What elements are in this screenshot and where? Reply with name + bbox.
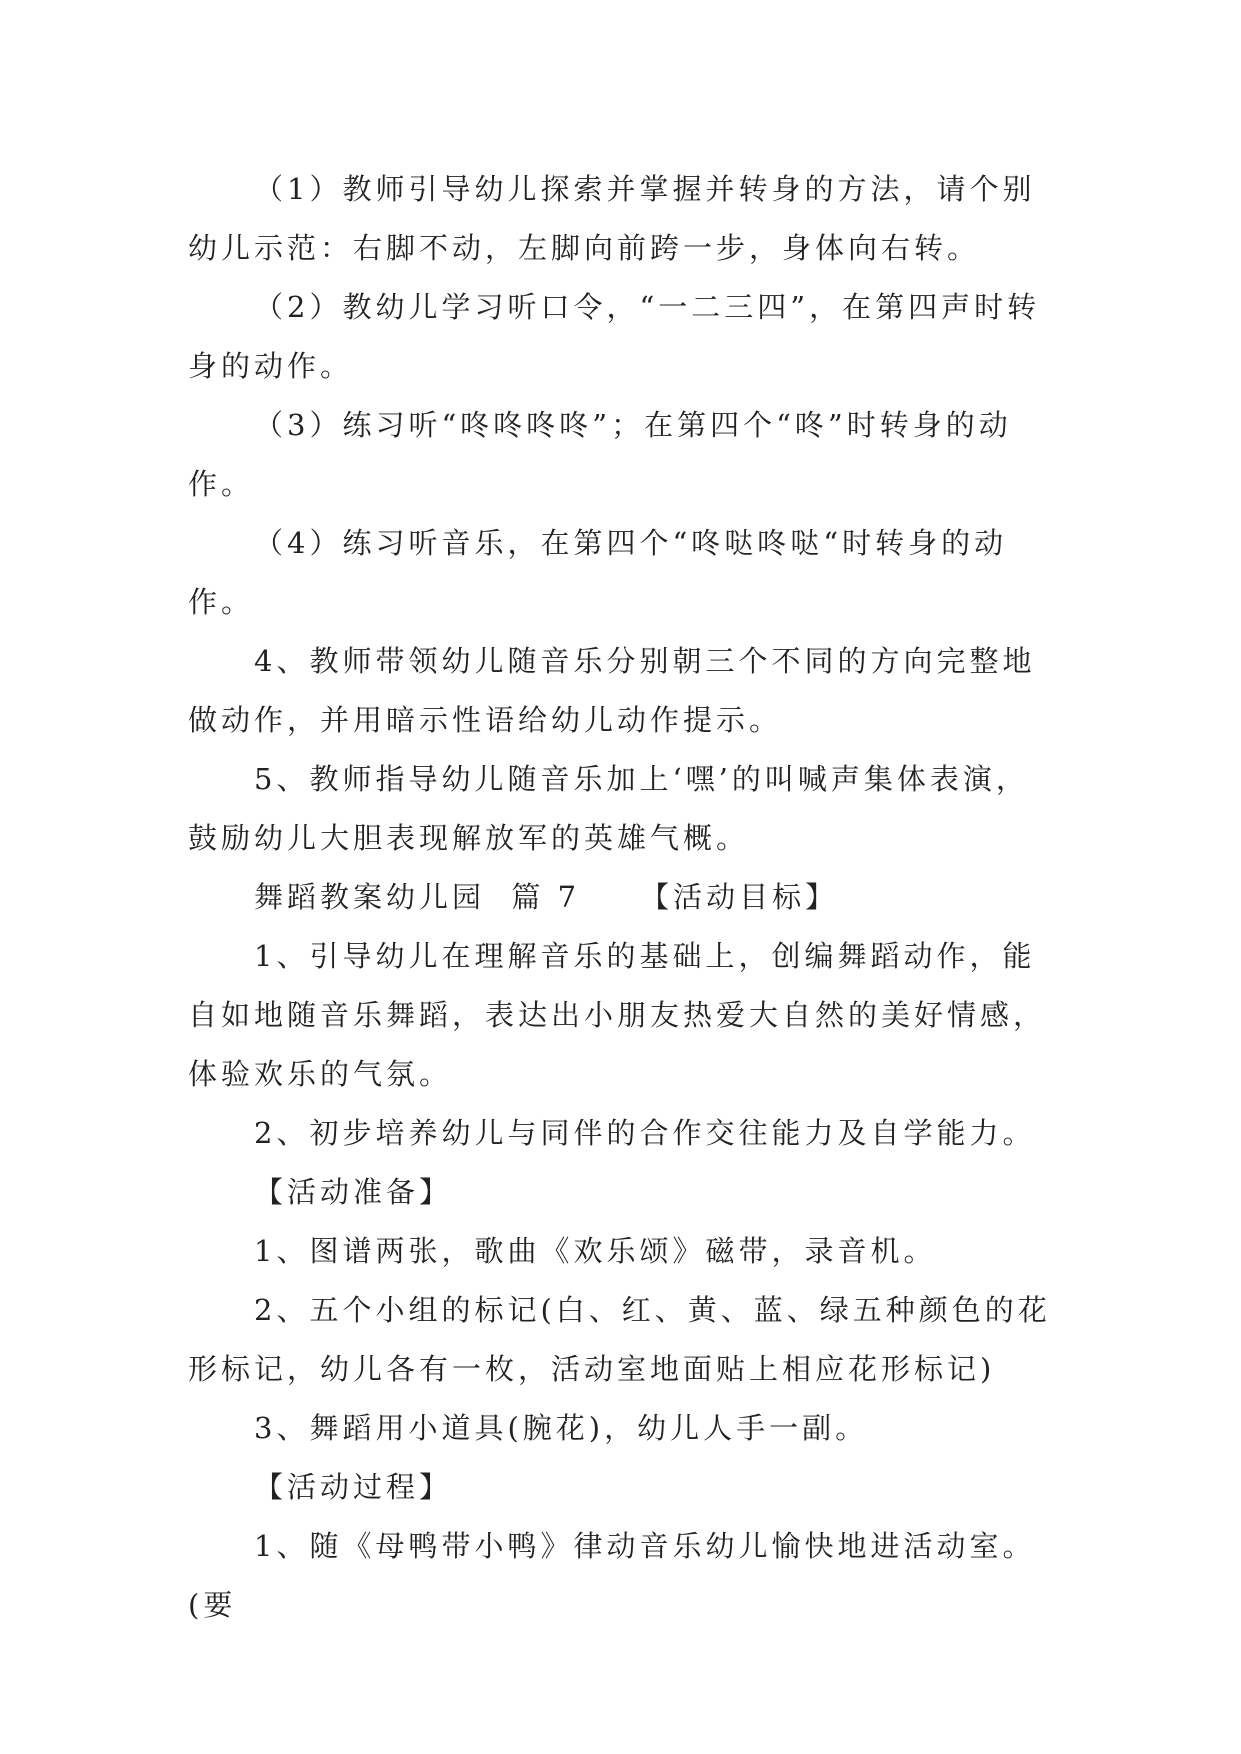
prep-item-1: 1、图谱两张，歌曲《欢乐颂》磁带，录音机。 xyxy=(254,1234,937,1268)
section-title-line xyxy=(188,868,1054,927)
goal-item-1: 1、引导幼儿在理解音乐的基础上，创编舞蹈动作，能自如地随音乐舞蹈，表达出小朋友热爱大自然的美好情感，体验欢乐的气氛。 xyxy=(188,939,1047,1091)
section-title: 舞蹈教案幼儿园 篇 7 xyxy=(254,880,581,914)
prep-item-3: 3、舞蹈用小道具(腕花)，幼儿人手一副。 xyxy=(254,1411,869,1445)
paragraph-item-4: 4、教师带领幼儿随音乐分别朝三个不同的方向完整地做动作，并用暗示性语给幼儿动作提示。 xyxy=(188,644,1036,737)
activity-goal-heading: 【活动目标】 xyxy=(640,880,839,914)
prep-item-2: 2、五个小组的标记(白、红、黄、蓝、绿五种颜色的花形标记，幼儿各有一枚，活动室地面贴上相应花形标记) xyxy=(188,1293,1051,1386)
document-body xyxy=(188,160,1054,1635)
paragraph-item-5: 5、教师指导幼儿随音乐加上‘嘿’的叫喊声集体表演，鼓励幼儿大胆表现解放军的英雄气概。 xyxy=(188,762,1029,855)
prep-heading: 【活动准备】 xyxy=(254,1175,453,1209)
paragraph-step-3: （3）练习听“咚咚咚咚”；在第四个“咚”时转身的动作。 xyxy=(188,408,1012,501)
paragraph-step-2: （2）教幼儿学习听口令，“一二三四”，在第四声时转身的动作。 xyxy=(188,290,1041,383)
paragraph-step-4: （4）练习听音乐，在第四个“咚哒咚哒“时转身的动作。 xyxy=(188,526,1008,619)
process-item-1: 1、随《母鸭带小鸭》律动音乐幼儿愉快地进活动室。(要 xyxy=(188,1529,1036,1622)
process-heading: 【活动过程】 xyxy=(254,1470,453,1504)
goal-item-2: 2、初步培养幼儿与同伴的合作交往能力及自学能力。 xyxy=(254,1116,1036,1150)
paragraph-step-1: （1）教师引导幼儿探索并掌握并转身的方法，请个别幼儿示范：右脚不动，左脚向前跨一步，身体向右转。 xyxy=(188,172,1036,265)
